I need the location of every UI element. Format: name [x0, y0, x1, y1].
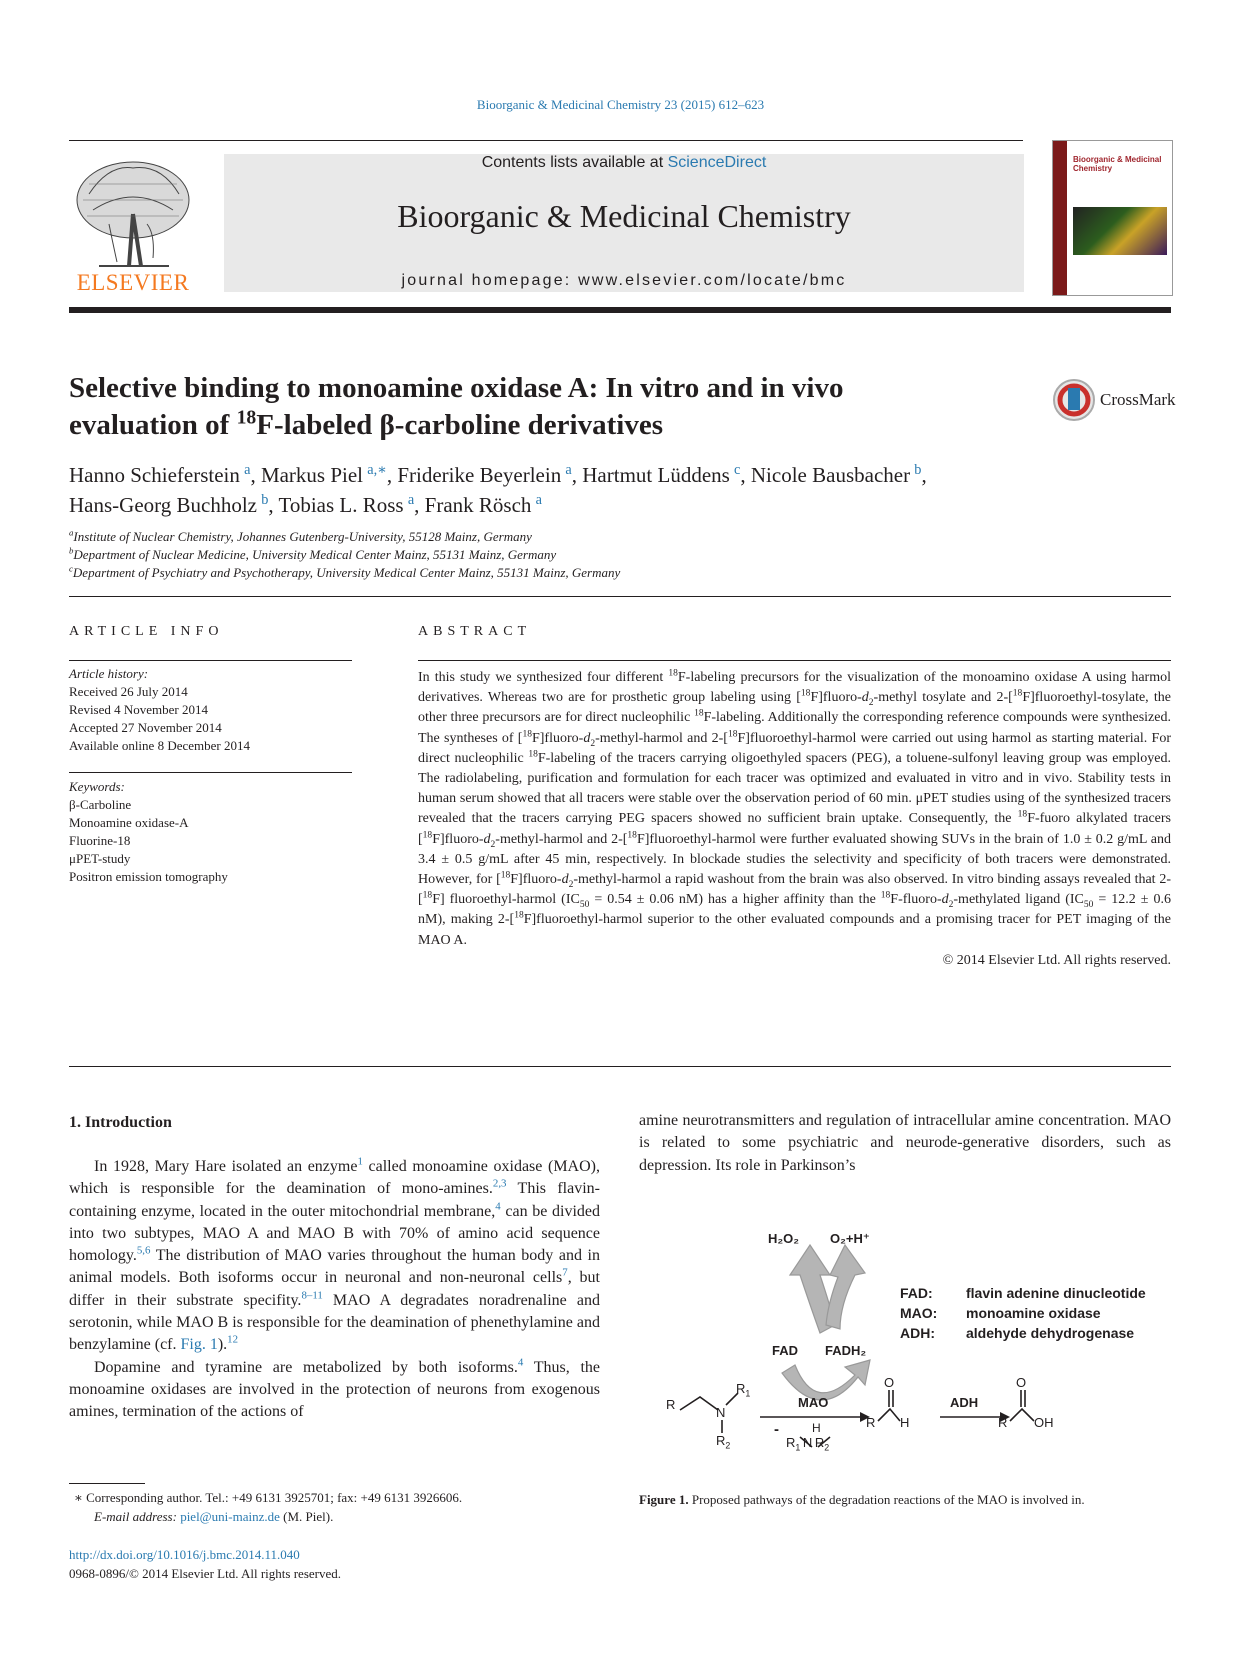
affiliation-c: $^c$Department of Psychiatry and Psychotherapy, University Medical Center Mainz, 55131 Mainz, Germany [69, 563, 621, 580]
doi-link[interactable]: http://dx.doi.org/10.1016/j.bmc.2014.11.040 [69, 1547, 300, 1562]
abstract-body [418, 668, 1171, 971]
caption-text: Proposed pathways of the degradation reactions of the MAO is involved in. [688, 1492, 1085, 1507]
chem-aldehyde-o: O [884, 1375, 895, 1390]
author[interactable]: Hartmut Lüddens $^c$ [582, 462, 741, 487]
title-line-2-suffix: F-labeled β-carboline derivatives [256, 409, 663, 441]
chem-acid-r: R [998, 1415, 1008, 1430]
contents-line [224, 154, 1024, 172]
article-title [69, 370, 1009, 444]
cycle-arrow-right [826, 1245, 865, 1329]
cover-image [1073, 207, 1167, 255]
abstract-rule [418, 660, 1171, 661]
online-date: Available online 8 December 2014 [69, 738, 250, 753]
issn-copyright: 0968-0896/© 2014 Elsevier Ltd. All rights reserved. [69, 1566, 341, 1581]
author[interactable]: Frank Rösch $^a$ [424, 492, 542, 517]
introduction-column-2 [639, 1110, 1171, 1177]
affiliation-b: $^b$Department of Nuclear Medicine, University Medical Center Mainz, 55131 Mainz, Germany [69, 545, 557, 562]
author[interactable]: Friderike Beyerlein $^a$ [397, 462, 572, 487]
chem-amine: $R_1$ N $R_2$ [786, 1435, 830, 1453]
header-rule [69, 140, 1023, 141]
caption-label: Figure 1. [639, 1492, 689, 1507]
crossmark-icon [1052, 378, 1096, 422]
journal-homepage[interactable]: journal homepage: www.elsevier.com/locate/bmc [401, 272, 847, 289]
chem-acid-oh: OH [1034, 1415, 1054, 1430]
footnote-rule [69, 1483, 145, 1484]
title-isotope-superscript: 18 [236, 406, 257, 429]
received-date: Received 26 July 2014 [69, 684, 188, 699]
chem-n: N [716, 1405, 726, 1420]
figure-1-link[interactable]: Fig. 1 [180, 1336, 218, 1354]
mao-pathway-diagram [660, 1225, 1180, 1465]
title-line-2-prefix: evaluation of [69, 409, 237, 441]
journal-title: Bioorganic & Medicinal Chemistry [397, 198, 851, 234]
corresponding-author-note: ∗ Corresponding author. Tel.: +49 6131 3925701; fax: +49 6131 3926606. [74, 1490, 463, 1505]
article-history [69, 665, 352, 755]
email-link[interactable]: piel@uni-mainz.de [180, 1509, 280, 1524]
adh-arrow-label: ADH [950, 1395, 979, 1410]
introduction-column-1 [69, 1156, 600, 1424]
chem-aldehyde-h: H [900, 1415, 910, 1430]
bond-acid-carbonyl [1021, 1390, 1025, 1407]
chem-minus: - [774, 1421, 779, 1438]
article-info-rule [69, 660, 352, 661]
accepted-date: Accepted 27 November 2014 [69, 720, 222, 735]
crossmark-badge[interactable] [1052, 378, 1177, 424]
keywords-label: Keywords: [69, 779, 125, 794]
chem-r2: $R_2$ [716, 1433, 731, 1451]
author[interactable]: Markus Piel $^{a,∗}$ [260, 462, 387, 487]
crossmark-label: CrossMark [1100, 390, 1176, 409]
figure-1-caption [639, 1490, 1171, 1509]
mao-arrow-label: MAO [798, 1395, 829, 1410]
figure-1 [660, 1225, 1180, 1465]
chem-aldehyde-r: R [866, 1415, 876, 1430]
journal-reference[interactable]: Bioorganic & Medicinal Chemistry 23 (2015) 612–623 [476, 97, 765, 112]
author-list: Hanno Schieferstein $^a$, Markus Piel $^{a,∗}$, Friderike Beyerlein $^a$, Hartmut Lüddens $^c$, Nicole Bausbacher $^b$, Hans-Georg Buchholz $^b$, Tobias L. Ross $^a$, Frank Rösch $^a$ [69, 462, 927, 517]
article-info-heading: ARTICLE INFO [69, 624, 224, 639]
title-line-2 [69, 407, 1009, 444]
author[interactable]: Nicole Bausbacher $^b$ [750, 462, 922, 487]
introduction-heading: 1. Introduction [69, 1114, 172, 1131]
bond-aldehyde [878, 1409, 900, 1421]
elsevier-logo[interactable] [69, 154, 197, 294]
affiliation-rule [69, 596, 1171, 597]
affiliation-a: $^a$Institute of Nuclear Chemistry, Johannes Gutenberg-University, 55128 Mainz, Germany [69, 527, 532, 544]
fad-label: FAD [772, 1343, 798, 1358]
intro-paragraph-continued: amine neurotransmitters and regulation of intracellular amine concentration. MAO is related to some psychiatric and neurode-generative disorders, such as depression. Its role in Parkinson’s [639, 1112, 1171, 1174]
title-line-1: Selective binding to monoamine oxidase A: In vitro and in vivo [69, 372, 844, 404]
masthead-thick-rule [69, 307, 1171, 313]
history-label: Article history: [69, 666, 149, 681]
keywords-rule [69, 772, 352, 773]
bond-r-ch2 [680, 1397, 718, 1410]
contents-prefix: Contents lists available at [481, 154, 668, 171]
fadh2-label: FADH₂ [825, 1343, 867, 1358]
keyword: Monoamine oxidase-A [69, 815, 189, 830]
keywords [69, 778, 352, 886]
bond-carbonyl [889, 1390, 893, 1407]
revised-date: Revised 4 November 2014 [69, 702, 209, 717]
chem-r: R [666, 1397, 676, 1412]
h2o2-label: H₂O₂ [768, 1231, 800, 1246]
abstract-heading: ABSTRACT [418, 624, 532, 639]
author[interactable]: Hanno Schieferstein $^a$ [69, 462, 251, 487]
intro-paragraph-1: In 1928, Mary Hare isolated an enzyme$^1$ called monoamine oxidase (MAO), which is responsible for the deamination of mono-amines.$^{2,3}$ This flavin-containing enzyme, located in the outer mitochondrial membrane,$^4$ can be divided into two subtypes, MAO A and MAO B with 70% of amino acid sequence homology.$^{5,6}$ The distribution of MAO varies throughout the human body and in animal models. Both isoforms occur in neuronal and non-neuronal cells$^7$, but differ in their substrate specifity.$^{8-11}$ MAO A degradates noradrenaline and serotonin, while MAO B is responsible for the deamination of phenethylamine and benzylamine (cf. Fig. 1).$^{12}$ [69, 1155, 601, 1354]
cover-spine [1053, 141, 1067, 295]
author[interactable]: Hans-Georg Buchholz $^b$ [69, 492, 269, 517]
elsevier-tree-icon [69, 154, 197, 272]
chem-amine-h: H [812, 1421, 821, 1435]
abstract-copyright: © 2014 Elsevier Ltd. All rights reserved. [942, 952, 1171, 968]
o2h-label: O₂+H⁺ [830, 1231, 870, 1246]
author[interactable]: Tobias L. Ross $^a$ [278, 492, 415, 517]
email-note: E-mail address: piel@uni-mainz.de (M. Piel). [94, 1509, 334, 1524]
figure-legend: FAD: flavin adenine dinucleotide MAO: monoamine oxidase ADH: aldehyde dehydrogenase [900, 1285, 1146, 1341]
abstract-text: In this study we synthesized four different $^{18}$F-labeling precursors for the visualization of the monoamino oxidase A using harmol derivatives. Whereas two are for prosthetic group labeling using $[^{18}F]fluoro-d_2$-methyl tosylate and 2-[$^{18}$F]fluoroethyl-tosylate, the other three precursors are for direct nucleophilic $^{18}$F-labeling. Additionally the corresponding reference compounds were synthesized. The syntheses of $[^{18}F]fluoro-d_2-methyl$-harmol and 2-[$^{18}$F]fluoroethyl-harmol were carried out using harmol as starting material. For direct nucleophilic $^{18}$F-labeling of the tracers carrying oligoethyled spacers (PEG), a toluene-sulfonyl leaving group was employed. The radiolabeling, purification and formulation for each tracer was optimized and evaluated in vitro and in vivo. Stability tests in human serum showed that all tracers were stable over the observation period of 60 min. μPET studies using of the synthesized tracers revealed that the tracers carrying PEG spacers showed no sufficient brain uptake. Consequently, the $^{18}$F-fuoro alkylated tracers $[^{18}F]fluoro-d_2-methyl$-harmol and 2-[$^{18}$F]fluoroethyl-harmol were further evaluated showing SUVs in the brain of 1.0 ± 0.2 g/mL and 3.4 ± 0.5 g/mL after 45 min, respectively. In blockade studies the selectivity and specificity of both tracers were demonstrated. However, for $[^{18}F]fluoro-d_2-methyl$-harmol a rapid washout from the brain was also observed. In vitro binding assays revealed that 2-[$^{18}$F] fluoroethyl-harmol ($IC_{50} = 0.54 \pm 0.06$ nM) has a higher affinity than the $^{18}F-fluoro-d_2$-methylated ligand ($IC_{50} = 12.2 \pm 0.6$ nM), making 2-[$^{18}$F]fluoroethyl-harmol superior to the other evaluated compounds and a promising tracer for PET imaging of the MAO A. [418, 668, 1172, 948]
chem-acid-o: O [1016, 1375, 1027, 1390]
journal-cover[interactable] [1052, 140, 1173, 296]
keyword: μPET-study [69, 851, 131, 866]
sciencedirect-link[interactable]: ScienceDirect [667, 154, 767, 171]
chem-r1: $R_1$ [736, 1381, 751, 1399]
keyword: Positron emission tomography [69, 869, 228, 884]
cover-title: Bioorganic & Medicinal Chemistry [1073, 155, 1162, 173]
intro-paragraph-2: Dopamine and tyramine are metabolized by both isoforms.$^4$ Thus, the monoamine oxidases are involved in the protection of neurons from exogenous amines, termination of the actions of [69, 1356, 601, 1421]
keyword: β-Carboline [69, 797, 132, 812]
abstract-end-rule [69, 1066, 1171, 1067]
bond-acid [1010, 1409, 1034, 1421]
publisher-name: ELSEVIER [76, 270, 190, 295]
keyword: Fluorine-18 [69, 833, 131, 848]
